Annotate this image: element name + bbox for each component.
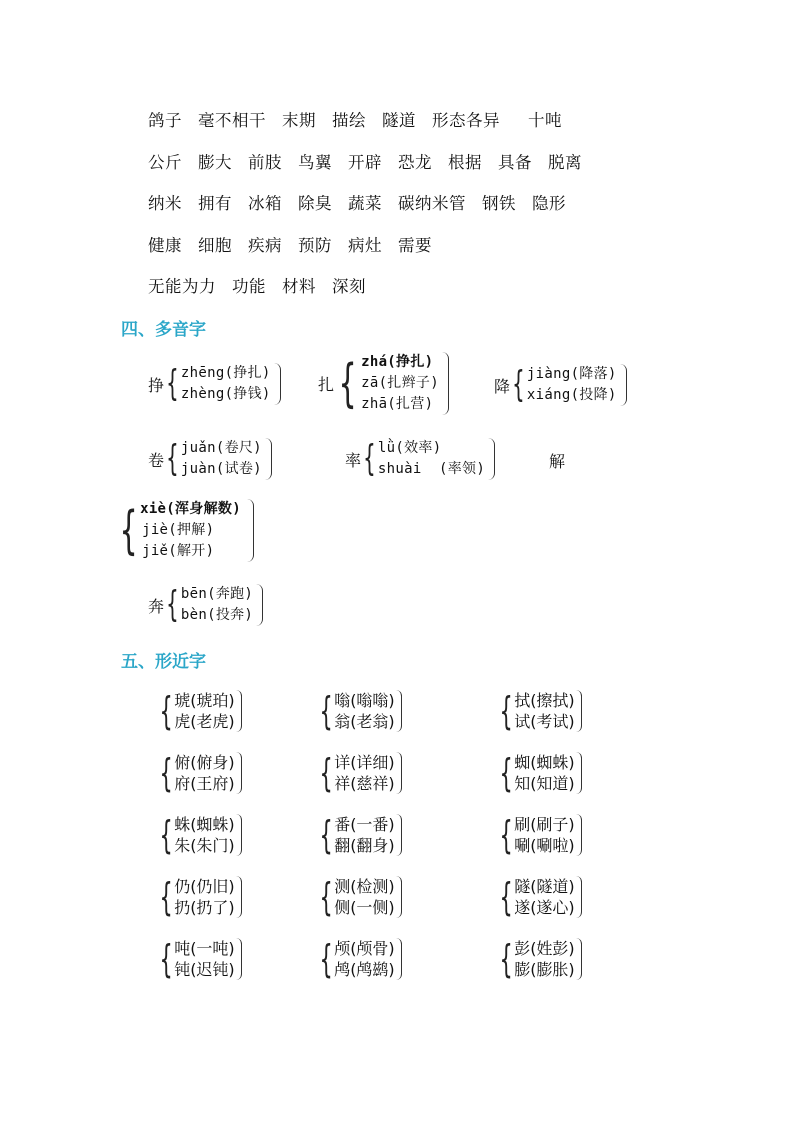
word: 鸽子 xyxy=(148,111,182,130)
left-brace: { xyxy=(499,751,513,795)
right-bracket xyxy=(488,438,495,480)
right-bracket xyxy=(236,938,242,980)
left-brace: { xyxy=(319,813,333,857)
left-brace: { xyxy=(159,689,173,733)
reading: juàn(试卷) xyxy=(180,461,262,477)
right-bracket xyxy=(236,876,242,918)
similar-char-entry: 侧(一侧) xyxy=(334,898,395,917)
left-brace: { xyxy=(159,751,173,795)
right-bracket xyxy=(274,363,281,405)
reading: jiě(解开) xyxy=(142,543,215,559)
word-row-3 xyxy=(148,190,582,214)
word: 除臭 xyxy=(298,194,332,213)
right-bracket xyxy=(247,499,254,562)
polyphone-char: 降 xyxy=(494,376,511,396)
right-bracket xyxy=(576,876,582,918)
polyphone-zha xyxy=(318,352,449,415)
reading: shuài (率领) xyxy=(377,461,486,477)
word: 前肢 xyxy=(248,153,282,172)
similar-char-entry: 试(考试) xyxy=(514,712,575,731)
left-brace: { xyxy=(319,689,333,733)
right-bracket xyxy=(396,938,402,980)
word: 预防 xyxy=(298,236,332,255)
similar-char-pair xyxy=(320,814,402,856)
right-bracket xyxy=(576,690,582,732)
reading: xiè(浑身解数) xyxy=(140,501,241,517)
word: 隧道 xyxy=(382,111,416,130)
section-title-polyphones: 四、多音字 xyxy=(121,320,206,340)
word: 病灶 xyxy=(348,236,382,255)
word: 形态各异 xyxy=(432,111,500,130)
similar-char-entry: 仍(仍旧) xyxy=(174,877,235,896)
reading: zhēng(挣扎) xyxy=(180,365,271,381)
similar-char-entry: 彭(姓彭) xyxy=(514,939,575,958)
similar-char-pair xyxy=(320,752,402,794)
similar-char-pair xyxy=(320,690,402,732)
similar-char-pair xyxy=(500,814,582,856)
similar-char-entry: 琥(琥珀) xyxy=(174,691,235,710)
word-row-1 xyxy=(148,107,578,131)
polyphone-lv xyxy=(345,438,495,480)
similar-char-entry: 翁(老翁) xyxy=(334,712,395,731)
left-brace: { xyxy=(159,875,173,919)
word: 开辟 xyxy=(348,153,382,172)
word: 钢铁 xyxy=(482,194,516,213)
similar-char-entry: 吨(一吨) xyxy=(174,939,235,958)
word: 健康 xyxy=(148,236,182,255)
polyphone-ben xyxy=(148,584,263,626)
word: 公斤 xyxy=(148,153,182,172)
similar-char-entry: 府(王府) xyxy=(174,774,235,793)
left-brace: { xyxy=(499,813,513,857)
left-brace: { xyxy=(166,438,179,479)
similar-char-pair xyxy=(160,876,242,918)
reading: bēn(奔跑) xyxy=(180,586,254,602)
similar-char-entry: 颅(颅骨) xyxy=(334,939,395,958)
word: 材料 xyxy=(282,277,316,296)
word: 功能 xyxy=(232,277,266,296)
similar-char-pair xyxy=(500,752,582,794)
similar-char-entry: 膨(膨胀) xyxy=(514,960,575,979)
word: 末期 xyxy=(282,111,316,130)
reading: jiàng(降落) xyxy=(526,366,617,382)
similar-char-entry: 番(一番) xyxy=(334,815,395,834)
word: 隐形 xyxy=(532,194,566,213)
left-brace: { xyxy=(319,751,333,795)
word: 纳米 xyxy=(148,194,182,213)
right-bracket xyxy=(396,876,402,918)
similar-char-entry: 知(知道) xyxy=(514,774,575,793)
similar-char-pair xyxy=(160,690,242,732)
word: 脱离 xyxy=(548,153,582,172)
word: 深刻 xyxy=(332,277,366,296)
right-bracket xyxy=(576,752,582,794)
word: 碳纳米管 xyxy=(398,194,466,213)
right-bracket xyxy=(576,814,582,856)
left-brace: { xyxy=(512,364,525,405)
similar-char-pair xyxy=(500,690,582,732)
similar-char-entry: 虎(老虎) xyxy=(174,712,235,731)
right-bracket xyxy=(396,690,402,732)
word: 具备 xyxy=(498,153,532,172)
right-bracket xyxy=(256,584,263,626)
left-brace: { xyxy=(319,875,333,919)
similar-char-entry: 朱(朱门) xyxy=(174,836,235,855)
left-brace: { xyxy=(319,937,333,981)
word: 描绘 xyxy=(332,111,366,130)
word: 无能为力 xyxy=(148,277,216,296)
similar-char-entry: 鸬(鸬鹚) xyxy=(334,960,395,979)
polyphone-char: 扎 xyxy=(318,375,335,394)
polyphone-jiang xyxy=(494,364,627,406)
word: 根据 xyxy=(448,153,482,172)
word: 需要 xyxy=(398,236,432,255)
word: 疾病 xyxy=(248,236,282,255)
left-brace: { xyxy=(159,937,173,981)
left-brace: { xyxy=(499,689,513,733)
polyphone-char-jie: 解 xyxy=(549,452,566,471)
similar-char-entry: 遂(遂心) xyxy=(514,898,575,917)
reading: zhèng(挣钱) xyxy=(180,386,271,402)
similar-char-pair xyxy=(160,814,242,856)
right-bracket xyxy=(442,352,449,415)
polyphone-char: 卷 xyxy=(148,450,165,470)
left-brace: { xyxy=(363,438,376,479)
similar-char-entry: 拭(擦拭) xyxy=(514,691,575,710)
reading: zā(扎辫子) xyxy=(361,375,439,391)
polyphone-char: 奔 xyxy=(148,596,165,616)
right-bracket xyxy=(236,814,242,856)
similar-char-pair xyxy=(500,938,582,980)
section-title-similar-chars: 五、形近字 xyxy=(121,652,206,672)
left-brace: { xyxy=(159,813,173,857)
word: 恐龙 xyxy=(398,153,432,172)
right-bracket xyxy=(396,752,402,794)
word-row-4 xyxy=(148,232,448,256)
similar-char-entry: 祥(慈祥) xyxy=(334,774,395,793)
similar-char-pair xyxy=(320,938,402,980)
word: 拥有 xyxy=(198,194,232,213)
similar-char-pair xyxy=(160,752,242,794)
reading: xiáng(投降) xyxy=(526,387,617,403)
right-bracket xyxy=(576,938,582,980)
similar-char-pair xyxy=(500,876,582,918)
left-brace: { xyxy=(166,363,179,404)
reading: zhá(挣扎) xyxy=(361,354,434,370)
similar-char-entry: 钝(迟钝) xyxy=(174,960,235,979)
polyphone-jie xyxy=(118,499,254,562)
similar-char-entry: 隧(隧道) xyxy=(514,877,575,896)
reading: jiè(押解) xyxy=(142,522,215,538)
similar-char-entry: 嗡(嗡嗡) xyxy=(334,691,395,710)
left-brace: { xyxy=(338,353,357,414)
similar-char-entry: 详(详细) xyxy=(334,753,395,772)
reading: juǎn(卷尺) xyxy=(180,440,262,456)
right-bracket xyxy=(396,814,402,856)
left-brace: { xyxy=(119,500,138,561)
similar-char-entry: 刷(刷子) xyxy=(514,815,575,834)
word: 毫不相干 xyxy=(198,111,266,130)
right-bracket xyxy=(265,438,272,480)
reading: lǜ(效率) xyxy=(377,440,442,456)
word-row-2 xyxy=(148,149,598,173)
polyphone-juan xyxy=(148,438,272,480)
similar-char-entry: 蜘(蜘蛛) xyxy=(514,753,575,772)
similar-char-entry: 扔(扔了) xyxy=(174,898,235,917)
polyphone-char: 率 xyxy=(345,450,362,470)
reading: bèn(投奔) xyxy=(180,607,254,623)
word: 鸟翼 xyxy=(298,153,332,172)
similar-char-entry: 唰(唰啦) xyxy=(514,836,575,855)
right-bracket xyxy=(236,690,242,732)
left-brace: { xyxy=(499,937,513,981)
similar-char-entry: 测(检测) xyxy=(334,877,395,896)
similar-char-entry: 俯(俯身) xyxy=(174,753,235,772)
word: 细胞 xyxy=(198,236,232,255)
polyphone-zheng xyxy=(148,363,281,405)
right-bracket xyxy=(236,752,242,794)
left-brace: { xyxy=(166,584,179,625)
right-bracket xyxy=(620,364,627,406)
similar-char-entry: 翻(翻身) xyxy=(334,836,395,855)
word-row-5 xyxy=(148,273,382,297)
word: 十吨 xyxy=(528,111,562,130)
word: 膨大 xyxy=(198,153,232,172)
left-brace: { xyxy=(499,875,513,919)
word: 蔬菜 xyxy=(348,194,382,213)
similar-char-pair xyxy=(320,876,402,918)
word: 冰箱 xyxy=(248,194,282,213)
polyphone-char: 挣 xyxy=(148,375,165,395)
reading: zhā(扎营) xyxy=(361,396,434,412)
similar-char-entry: 蛛(蜘蛛) xyxy=(174,815,235,834)
similar-char-pair xyxy=(160,938,242,980)
